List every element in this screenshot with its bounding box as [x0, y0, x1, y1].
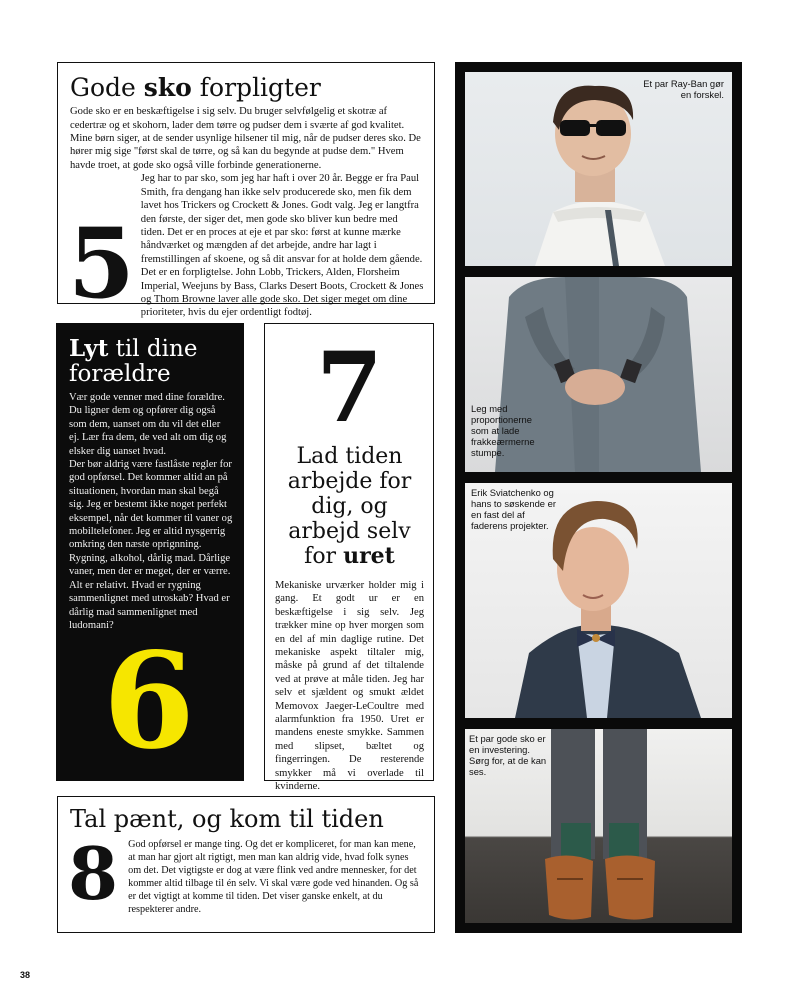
section-title-good-shoes — [70, 75, 424, 101]
photo-caption: Et par gode sko er en investering. Sørg for, at de kan ses. — [469, 733, 547, 777]
title-emphasis: Lyt — [69, 335, 109, 362]
title-rest: Lad tiden arbejde for dig, og arbejd selv for — [287, 444, 412, 569]
section-number: 5 — [68, 207, 131, 321]
photo-man-sunglasses — [465, 72, 732, 266]
paragraph: Gode sko er en beskæftigelse i sig selv. Du bruger selvfølgelig et skotræ af cedertræ og et skohorn, lader dem tørre og pudser dem i sværte af god kvalitet. Mine børn siger, at de sender usynlige hilsener til mig, når de pudser deres sko. De hører mig sige "først skal de tørre, og så kan du begynde at pudse dem." Hvem havde troet, at gode sko også ville forbinde generationerne. — [70, 106, 421, 171]
article-box-speak-nicely — [57, 796, 435, 933]
title-emphasis: sko — [143, 73, 192, 102]
title-suffix: forpligter — [191, 73, 321, 102]
photo-caption: Erik Sviatchenko og hans to søskende er en fast del af faderens projekter. — [471, 487, 556, 531]
photo-strip — [455, 62, 742, 933]
paragraph: Der bør aldrig være fastlåste regler for god opførsel. Det kommer altid an på situationen, hvordan man skal begå sig. Jeg er bestemt ikke noget perfekt eksempel, når det kommer til vaner og mobiltelefoner. Jeg er altid nysgerrig omkring den næste oprignning. — [69, 459, 233, 551]
photo-man-bowtie — [465, 483, 732, 718]
section-title-listen-to-parents — [69, 336, 233, 387]
photo-caption: Et par Ray-Ban gør en forskel. — [643, 78, 724, 100]
title-rest: til dine forældre — [69, 336, 198, 387]
article-body — [69, 391, 233, 632]
photo-coat-sleeves — [465, 277, 732, 472]
section-number: 8 — [68, 831, 119, 917]
paragraph: Jeg har to par sko, som jeg har haft i over 20 år. Begge er fra Paul Smith, fra dengang han ikke selv producerede sko, men fik dem lavet hos Trickers og Crockett & Jones. Godt valg. Jeg er langtfra den første, der siger det, men gode sko bliver kun bedre med tiden. Det er en proces at eje et par sko: først at kunne mærke håndværket og mængden af det arbejde, andre har lagt i fremstillingen af skoene, og så dit ansvar for at holde dem gående. Det er en forpligtelse. John Lobb, Trickers, Alden, Florsheim Imperial, Weejuns by Bass, Clarks Desert Boots, Crockett & Jones og Thom Browne laver alle gode sko. Det siger meget om dine prioriteter, hvis du ejer ordentligt fodtøj. — [140, 173, 424, 319]
section-title-speak-nicely: Tal pænt, og kom til tiden — [70, 805, 384, 833]
title-emphasis: uret — [343, 543, 395, 569]
paragraph: Mekaniske urværker holder mig i gang. Et godt ur er en beskæftigelse i sig selv. Jeg trækker mine op hver morgen som en del af min daglige rutine. Det mekaniske aspekt tiltaler mig, måske på grund af det tiltalende ved at prøve at måle tiden. Jeg har selv et sjældent og smukt ældet Memovox Jaeger-LeCoultre med alarmfunktion fra 1950. Uret er mandens eneste smykke. Sammen med slipset, bæltet og fingerringen. De resterende smykker må vi overlade til kvinderne. — [275, 580, 424, 793]
section-number: 6 — [103, 624, 195, 779]
article-body — [70, 105, 424, 320]
paragraph: Vær gode venner med dine forældre. Du ligner dem og opfører dig også som dem, uanset om du vil det eller ej. Lær fra dem, de ved alt om dig og elsker dig uanset hvad. — [69, 392, 227, 457]
photo-shoes — [465, 729, 732, 923]
page-number: 38 — [20, 970, 31, 980]
paragraph: God opførsel er mange ting. Og det er kompliceret, for man kan mene, at man har gjort alt rigtigt, men man kan aldrig vide, hvad folk synes om det. Det vigtigste er dog at være flink ved andre mennesker, for det kommer altid tilbage til én selv. Vi skal være gode ved hinanden. Og så er det vigtigt at komme til tiden. Det viser ganske enkelt, at du respekterer andre. — [128, 839, 419, 916]
title-prefix: Gode — [70, 73, 144, 102]
article-box-good-shoes — [57, 62, 435, 321]
man-in-sunglasses-illustration — [465, 72, 732, 266]
paragraph: Rygning, alkohol, dårlig mad. Dårlige vaner, men der er meget, der er værre. Alt er relativt. Hvad er rygning sammenlignet med utroskab? Hvad er dårlig mad sammenlignet med ludomani? — [69, 552, 231, 631]
article-body — [68, 831, 424, 917]
photo-caption: Leg med proportionerne som at lade frakkeærmerne stumpe. — [471, 403, 535, 458]
article-box-let-time-work — [264, 323, 434, 793]
section-title-let-time-work — [275, 444, 424, 569]
article-body — [275, 579, 424, 794]
article-box-listen-to-parents — [56, 323, 244, 781]
section-number: 7 — [316, 331, 383, 444]
